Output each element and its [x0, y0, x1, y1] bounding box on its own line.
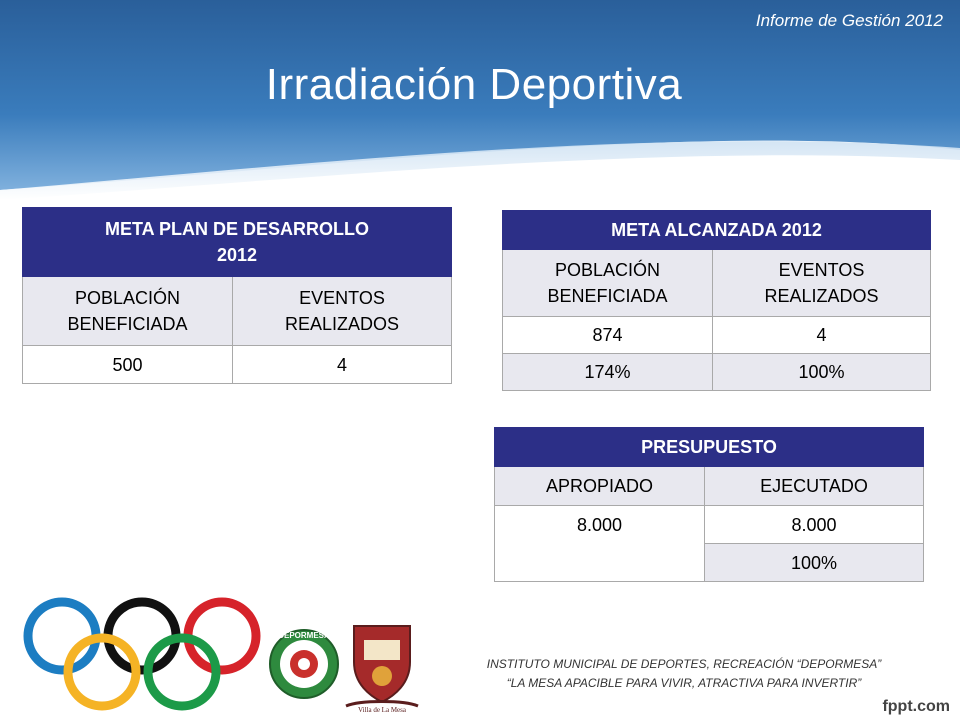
column-header-line: EVENTOS	[299, 288, 385, 308]
meta-alcanzada-title: META ALCANZADA 2012	[503, 211, 931, 250]
column-header-eventos	[233, 277, 452, 346]
meta-plan-title-line2: 2012	[216, 245, 258, 265]
table-row	[495, 506, 924, 544]
footer-slogan: “LA MESA APACIBLE PARA VIVIR, ATRACTIVA PARA INVERTIR”	[506, 676, 862, 690]
column-header-eventos	[713, 250, 931, 317]
column-header-line: BENEFICIADA	[67, 314, 188, 334]
meta-plan-table	[22, 207, 452, 384]
column-header-poblacion	[503, 250, 713, 317]
footer-institution: INSTITUTO MUNICIPAL DE DEPORTES, RECREACIÓN “DEPORMESA”	[486, 657, 882, 671]
meta-plan-title	[23, 208, 452, 277]
column-header-ejecutado: EJECUTADO	[705, 467, 924, 506]
table-cell: 100%	[713, 354, 931, 391]
table-row	[503, 354, 931, 391]
table-row	[503, 317, 931, 354]
meta-plan-title-line1: META PLAN DE DESARROLLO	[105, 219, 369, 239]
table-cell: 874	[503, 317, 713, 354]
column-header-line: POBLACIÓN	[554, 260, 661, 280]
column-header-line: REALIZADOS	[764, 286, 879, 306]
column-header-line: REALIZADOS	[284, 314, 400, 334]
crest-caption: Villa de La Mesa	[358, 706, 406, 714]
column-header-poblacion	[23, 277, 233, 346]
column-header-line: BENEFICIADA	[547, 286, 668, 306]
apropiado-value: 8.000	[495, 506, 705, 582]
column-header-line: POBLACIÓN	[74, 288, 181, 308]
table-cell: 174%	[503, 354, 713, 391]
table-cell: 4	[713, 317, 931, 354]
presupuesto-title: PRESUPUESTO	[495, 428, 924, 467]
table-row	[23, 346, 452, 384]
brand-mark: fppt.com	[882, 698, 950, 715]
report-label: Informe de Gestión 2012	[755, 11, 943, 30]
slide-title: Irradiación Deportiva	[265, 60, 683, 109]
ejecutado-percent: 100%	[705, 544, 924, 582]
meta-alcanzada-table	[502, 210, 931, 391]
deportes-logo	[268, 618, 340, 710]
column-header-line: EVENTOS	[778, 260, 865, 280]
table-cell: 500	[23, 346, 233, 384]
presupuesto-table	[494, 427, 924, 582]
table-cell: 4	[233, 346, 452, 384]
column-header-apropiado: APROPIADO	[495, 467, 705, 506]
deportes-logo-text: DEPORMESA	[278, 631, 330, 640]
ejecutado-value: 8.000	[705, 506, 924, 544]
municipal-crest-icon	[340, 618, 424, 714]
olympic-rings-icon	[20, 594, 265, 714]
